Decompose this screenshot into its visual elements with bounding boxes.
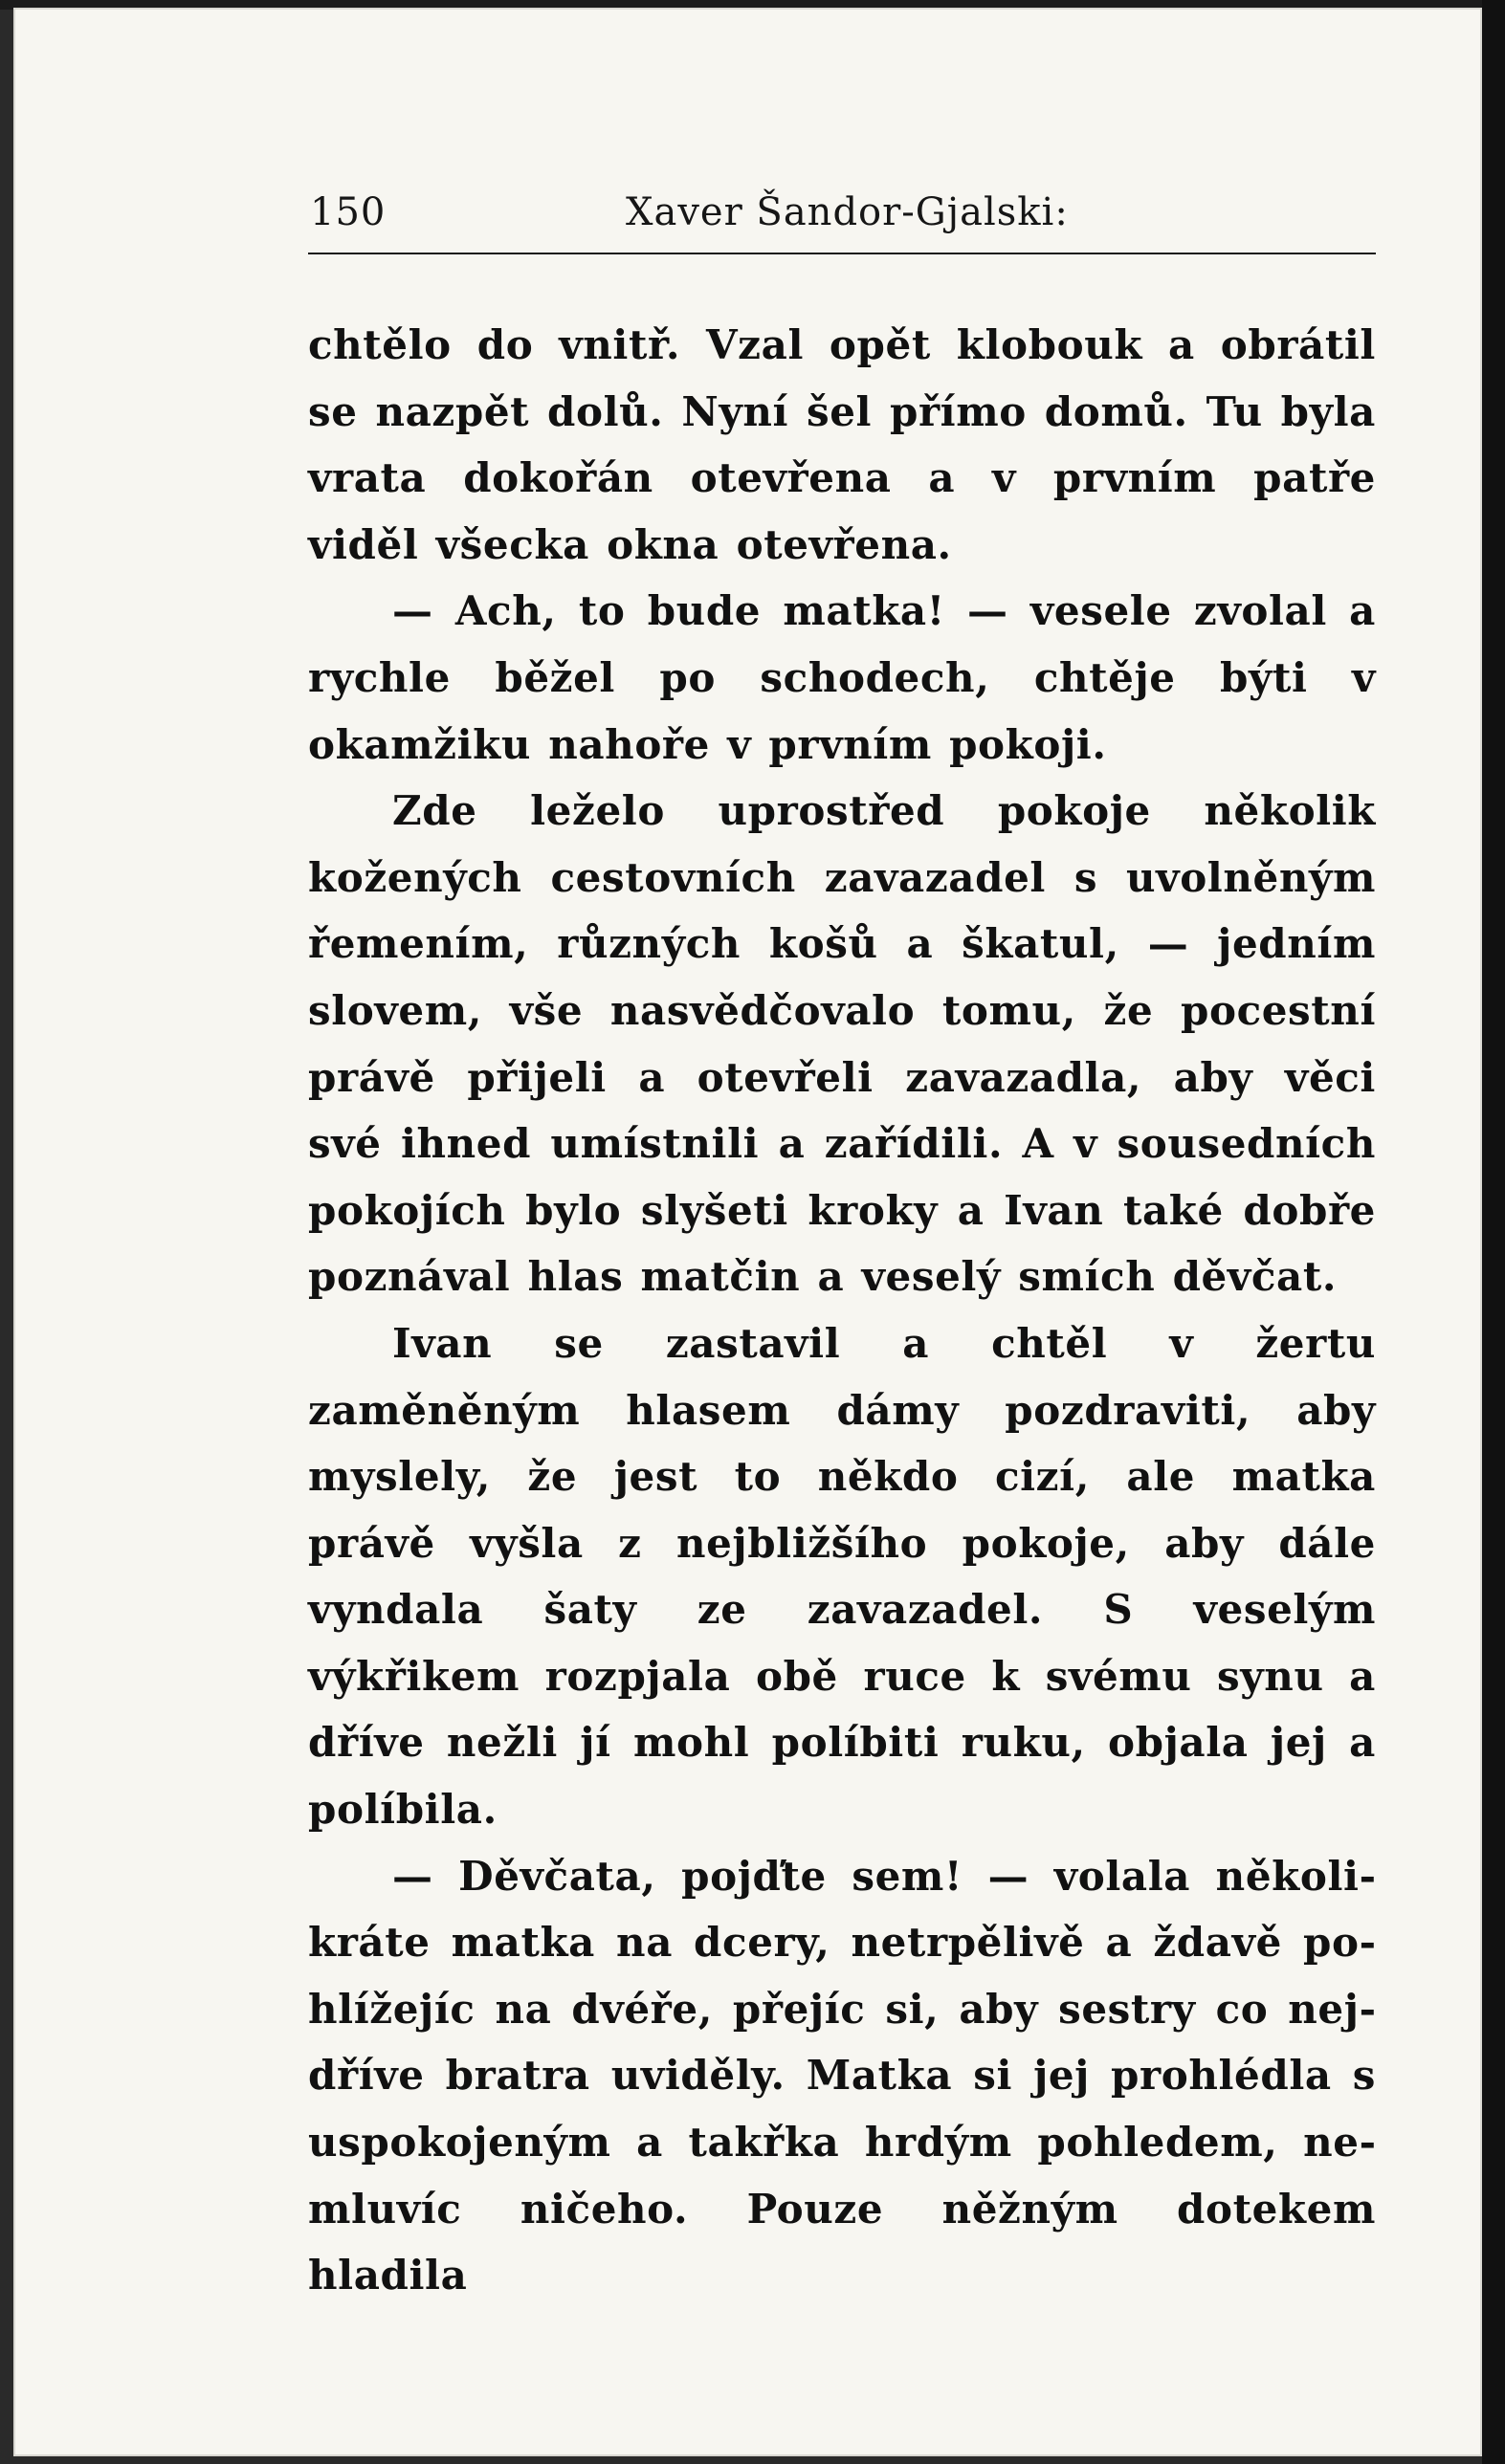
paragraph-1: chtělo do vnitř. Vzal opět klobouk a obrátil se nazpět dolů. Nyní šel přímo domů. Tu byla vrata dokořán otevřena a v prvním patře viděl všecka okna otevřena. bbox=[308, 321, 1376, 568]
header-rule bbox=[308, 253, 1376, 254]
scan-right-edge bbox=[1482, 0, 1505, 2464]
paragraph-3: Zde leželo uprostřed pokoje několik kožených cestovních zavazadel s uvolněným řemením, různých košů a škatul, — jedním slovem, vše nasvědčovalo tomu, že pocestní právě přijeli a otevřeli zavazadla, aby věci své ihned umístnili a zařídili. A v sousedních pokojích bylo slyšeti kroky a Ivan také dobře poznával hlas matčin a veselý smích děvčat. bbox=[308, 787, 1376, 1301]
page-number: 150 bbox=[310, 190, 387, 234]
body-text bbox=[308, 312, 1376, 2309]
page-header bbox=[297, 184, 1376, 251]
paragraph-2: — Ach, to bude matka! — vesele zvolal a rychle běžel po schodech, chtěje býti v okamžiku nahoře v prvním pokoji. bbox=[308, 587, 1376, 768]
running-head: Xaver Šandor-Gjalski: bbox=[626, 190, 1069, 234]
paragraph-4: Ivan se zastavil a chtěl v žertu zaměněným hlasem dámy pozdraviti, aby myslely, že jest to někdo cizí, ale matka právě vyšla z nejbližšího pokoje, aby dále vyndala šaty ze zavazadel. S veselým výkřikem rozpjala obě ruce k svému synu a dříve nežli jí mohl políbiti ruku, objala jej a políbila. bbox=[308, 1319, 1376, 1834]
paragraph-5: — Děvčata, pojďte sem! — volala několikráte matka na dcery, netrpělivě a ždavě pohlížejíc na dvéře, přejíc si, aby sestry co nejdříve bratra uviděly. Matka si jej prohlédla s uspokojeným a takřka hrdým pohledem, nemluvíc ničeho. Pouze něžným dotekem hladila bbox=[308, 1852, 1376, 2299]
